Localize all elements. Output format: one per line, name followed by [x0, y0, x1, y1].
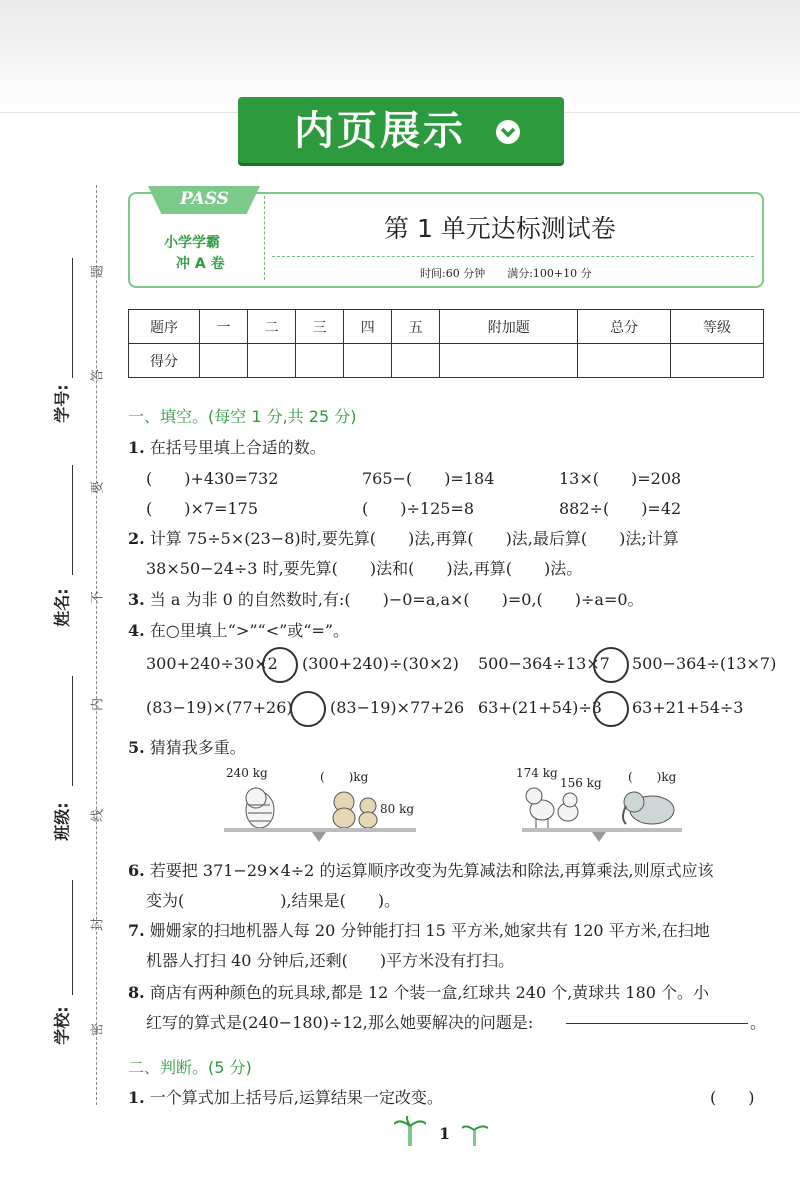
- question-1: 1. 在括号里填上合适的数。: [128, 438, 326, 457]
- score-cell[interactable]: [392, 344, 440, 378]
- score-cell[interactable]: [296, 344, 344, 378]
- seal-char: 题: [90, 265, 106, 279]
- table-cell: 等级: [671, 310, 764, 344]
- question-4: 4. 在○里填上“>”“<”或“=”。: [128, 621, 350, 640]
- weight-label: 174 kg: [516, 766, 558, 780]
- top-band: [0, 0, 800, 112]
- class-label: 班级:: [52, 802, 72, 841]
- compare-expr: 500−364÷13×7: [478, 654, 610, 673]
- table-cell: 五: [392, 310, 440, 344]
- unknown-weight: ( )kg: [628, 770, 677, 784]
- answer-line[interactable]: [566, 1023, 748, 1024]
- question-2: 2. 计算 75÷5×(23−8)时,要先算( )法,再算( )法,最后算( )法;计算: [128, 529, 679, 548]
- section-heading: 二、判断。(5 分): [128, 1058, 252, 1077]
- seal-char: 内: [90, 698, 106, 712]
- seesaw-illustration: [520, 780, 686, 844]
- question-6: 6. 若要把 371−29×4÷2 的运算顺序改变为先算减法和除法,再算乘法,则原式应该: [128, 861, 714, 880]
- question-3: 3. 当 a 为非 0 的自然数时,有:( )−0=a,a×( )=0,( )÷a=0。: [128, 590, 644, 609]
- table-cell: 二: [248, 310, 296, 344]
- zebra-icon: [246, 788, 274, 828]
- weight-label: 240 kg: [226, 766, 268, 780]
- palm-tree-icon: [394, 1116, 426, 1146]
- fill-item: 882÷( )=42: [559, 499, 682, 518]
- sentence-end: 。: [750, 1013, 767, 1032]
- question-8: 8. 商店有两种颜色的玩具球,都是 12 个装一盒,红球共 240 个,黄球共 180 个。小: [128, 983, 710, 1002]
- weight-label: 80 kg: [380, 802, 415, 816]
- section-heading: 一、填空。(每空 1 分,共 25 分): [128, 407, 357, 426]
- compare-expr: 63+(21+54)÷3: [478, 698, 602, 717]
- seal-char: 答: [90, 369, 106, 383]
- fill-item: ( )×7=175: [146, 499, 259, 518]
- score-cell[interactable]: [344, 344, 392, 378]
- question-5: 5. 猜猜我多重。: [128, 738, 246, 757]
- seal-char: 密: [90, 1023, 106, 1037]
- fill-item: ( )÷125=8: [362, 499, 475, 518]
- table-row: [129, 344, 764, 378]
- unknown-weight: ( )kg: [320, 770, 369, 784]
- class-line[interactable]: [72, 676, 73, 786]
- score-cell[interactable]: [440, 344, 578, 378]
- student-id-line[interactable]: [72, 258, 73, 378]
- score-table: [128, 309, 764, 378]
- compare-expr: (300+240)÷(30×2): [302, 654, 459, 673]
- compare-expr: (83−19)×77+26: [330, 698, 465, 717]
- seal-char: 封: [90, 918, 106, 932]
- compare-expr: (83−19)×(77+26): [146, 698, 293, 717]
- question-7-cont: 机器人打扫 40 分钟后,还剩( )平方米没有打扫。: [146, 951, 515, 970]
- compare-circle[interactable]: [290, 691, 326, 727]
- table-cell: 四: [344, 310, 392, 344]
- name-line[interactable]: [72, 465, 73, 575]
- fill-item: 13×( )=208: [559, 469, 682, 488]
- fill-item: 765−( )=184: [362, 469, 495, 488]
- school-line[interactable]: [72, 880, 73, 995]
- banner-title: 内页展示: [294, 108, 466, 154]
- seesaw-illustration: [222, 780, 422, 844]
- compare-expr: 300+240÷30×2: [146, 654, 278, 673]
- compare-circle[interactable]: [262, 647, 298, 683]
- question-6-cont: 变为( ),结果是( )。: [146, 891, 401, 910]
- compare-circle[interactable]: [593, 647, 629, 683]
- palm-tree-icon: [462, 1122, 488, 1146]
- question-8-cont: 红写的算式是(240−180)÷12,那么她要解决的问题是:: [146, 1013, 534, 1032]
- binding-dashed-line: [96, 185, 97, 1105]
- name-label: 姓名:: [52, 588, 72, 627]
- series-name: 小学学霸: [164, 235, 220, 251]
- table-cell: 总分: [578, 310, 671, 344]
- elephant-icon: [623, 792, 674, 824]
- score-cell[interactable]: [200, 344, 248, 378]
- table-cell: 题序: [129, 310, 200, 344]
- pass-logo: PASS: [180, 189, 229, 209]
- bear-icon: [333, 792, 377, 828]
- title-dashed-divider: [272, 256, 754, 257]
- question-7: 7. 姗姗家的扫地机器人每 20 分钟能打扫 15 平方米,她家共有 120 平方米,在扫地: [128, 921, 710, 940]
- seal-char: 不: [90, 591, 106, 605]
- table-row: [129, 310, 764, 344]
- chevron-down-icon: [496, 120, 520, 144]
- seal-char: 要: [90, 481, 106, 495]
- table-cell: 三: [296, 310, 344, 344]
- page-number: 1: [439, 1124, 451, 1143]
- page-title: 第 1 单元达标测试卷: [384, 214, 616, 243]
- table-cell: 附加题: [440, 310, 578, 344]
- compare-circle[interactable]: [593, 691, 629, 727]
- seal-char: 线: [90, 809, 106, 823]
- exam-meta: 时间:60 分钟 满分:100+10 分: [420, 267, 592, 280]
- header-divider: [264, 196, 265, 280]
- school-label: 学校:: [52, 1006, 72, 1045]
- score-cell[interactable]: [248, 344, 296, 378]
- weight-label: 156 kg: [560, 776, 602, 790]
- compare-expr: 63+21+54÷3: [632, 698, 744, 717]
- question-2-cont: 38×50−24÷3 时,要先算( )法和( )法,再算( )法。: [146, 559, 583, 578]
- score-cell[interactable]: [671, 344, 764, 378]
- judge-bracket[interactable]: ( ): [710, 1088, 755, 1107]
- fill-item: ( )+430=732: [146, 469, 279, 488]
- horse-icon: [526, 788, 578, 828]
- compare-expr: 500−364÷(13×7): [632, 654, 777, 673]
- student-id-label: 学号:: [52, 384, 72, 423]
- judge-question-1: 1. 一个算式加上括号后,运算结果一定改变。: [128, 1088, 443, 1107]
- score-cell[interactable]: [578, 344, 671, 378]
- table-cell: 得分: [129, 344, 200, 378]
- series-subtitle: 冲 A 卷: [176, 256, 225, 272]
- table-cell: 一: [200, 310, 248, 344]
